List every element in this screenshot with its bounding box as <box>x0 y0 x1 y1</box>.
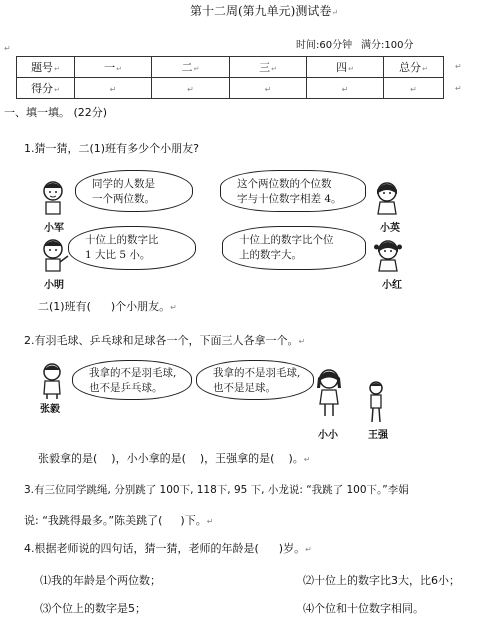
score-row-label: 得分 ↵ <box>17 78 75 99</box>
score-input-cell[interactable]: ↵ <box>230 78 307 99</box>
name-xiaoming: 小明 <box>44 280 64 291</box>
name-xiaoxiao: 小小 <box>318 430 338 441</box>
score-input-cell[interactable]: ↵ <box>307 78 384 99</box>
question-3-line-2: 说: “我跳得最多。”陈美跳了( )下。↵ <box>24 514 214 527</box>
question-4-clue: ⑵十位上的数字比3大，比6小； <box>303 574 460 587</box>
score-table-header-cell: 四 ↵ <box>307 57 384 78</box>
child-xiaoxiao-icon <box>312 368 346 420</box>
section-heading: 一、填一填。 (22分) <box>4 106 108 119</box>
name-xiaoying: 小英 <box>380 223 400 234</box>
score-table-header-cell: 一 ↵ <box>75 57 152 78</box>
question-2-answer: 张毅拿的是( )，小小拿的是( )，王强拿的是( )。↵ <box>38 452 311 465</box>
question-4-clue: ⑶个位上的数字是5； <box>40 602 146 615</box>
speech-bubble-xiaoxiao: 我拿的不是羽毛球, 也不是足球。 <box>196 360 314 400</box>
name-wangqiang: 王强 <box>368 430 388 441</box>
question-1-prompt: 1.猜一猜，二(1)班有多少个小朋友? <box>24 142 199 155</box>
score-table-header-cell: 总分 ↵ <box>384 57 444 78</box>
speech-bubble-xiaojun: 同学的人数是 一个两位数。 <box>75 170 193 212</box>
paragraph-mark: ↵ <box>4 44 11 53</box>
full-score: 满分:100分 <box>361 40 414 51</box>
question-3-line-1: 3.有三位同学跳绳, 分别跳了 100下, 118下, 95 下, 小龙说: “我跳了 100下。”李娟 <box>24 484 409 496</box>
name-xiaohong: 小红 <box>382 280 402 291</box>
page-title: 第十二周(第九单元)测试卷↵ <box>190 4 339 18</box>
name-xiaojun: 小军 <box>44 223 64 234</box>
child-xiaojun-icon <box>40 180 66 216</box>
name-zhangyi: 张毅 <box>40 404 60 415</box>
child-xiaoying-icon <box>374 180 400 216</box>
question-4-clue: ⑴我的年龄是个两位数； <box>40 574 161 587</box>
score-input-cell[interactable]: ↵ <box>152 78 230 99</box>
speech-bubble-xiaoying: 这个两位数的个位数 字与十位数字相差 4。 <box>220 170 366 212</box>
speech-bubble-xiaoming: 十位上的数字比 1 大比 5 小。 <box>68 226 196 270</box>
child-zhangyi-icon <box>38 362 68 400</box>
score-table-header-cell: 题号 ↵ <box>17 57 75 78</box>
score-table-score-row <box>17 78 444 99</box>
question-4-prompt: 4.根据老师说的四句话，猜一猜，老师的年龄是( )岁。↵ <box>24 542 312 555</box>
exam-time: 时间:60分钟 <box>296 40 353 51</box>
score-table-header-cell: 三 ↵ <box>230 57 307 78</box>
question-2-prompt: 2.有羽毛球、乒乓球和足球各一个，下面三人各拿一个。↵ <box>24 334 306 347</box>
score-input-cell[interactable]: ↵ <box>75 78 152 99</box>
child-xiaoming-icon <box>40 238 70 272</box>
child-xiaohong-icon <box>374 238 402 272</box>
speech-bubble-xiaohong: 十位上的数字比个位 上的数字大。 <box>222 226 366 270</box>
paragraph-mark: ↵ <box>455 62 462 71</box>
question-1-answer: 二(1)班有( )个小朋友。↵ <box>38 300 177 313</box>
score-table-header-cell: 二 ↵ <box>152 57 230 78</box>
score-table <box>16 56 444 99</box>
question-4-clue: ⑷个位和十位数字相同。 <box>303 602 424 615</box>
paragraph-mark: ↵ <box>455 84 462 93</box>
child-wangqiang-icon <box>364 380 388 424</box>
score-input-cell[interactable]: ↵ <box>384 78 444 99</box>
speech-bubble-zhangyi: 我拿的不是羽毛球, 也不是乒乓球。 <box>72 360 192 400</box>
score-table-header-row <box>17 57 444 78</box>
